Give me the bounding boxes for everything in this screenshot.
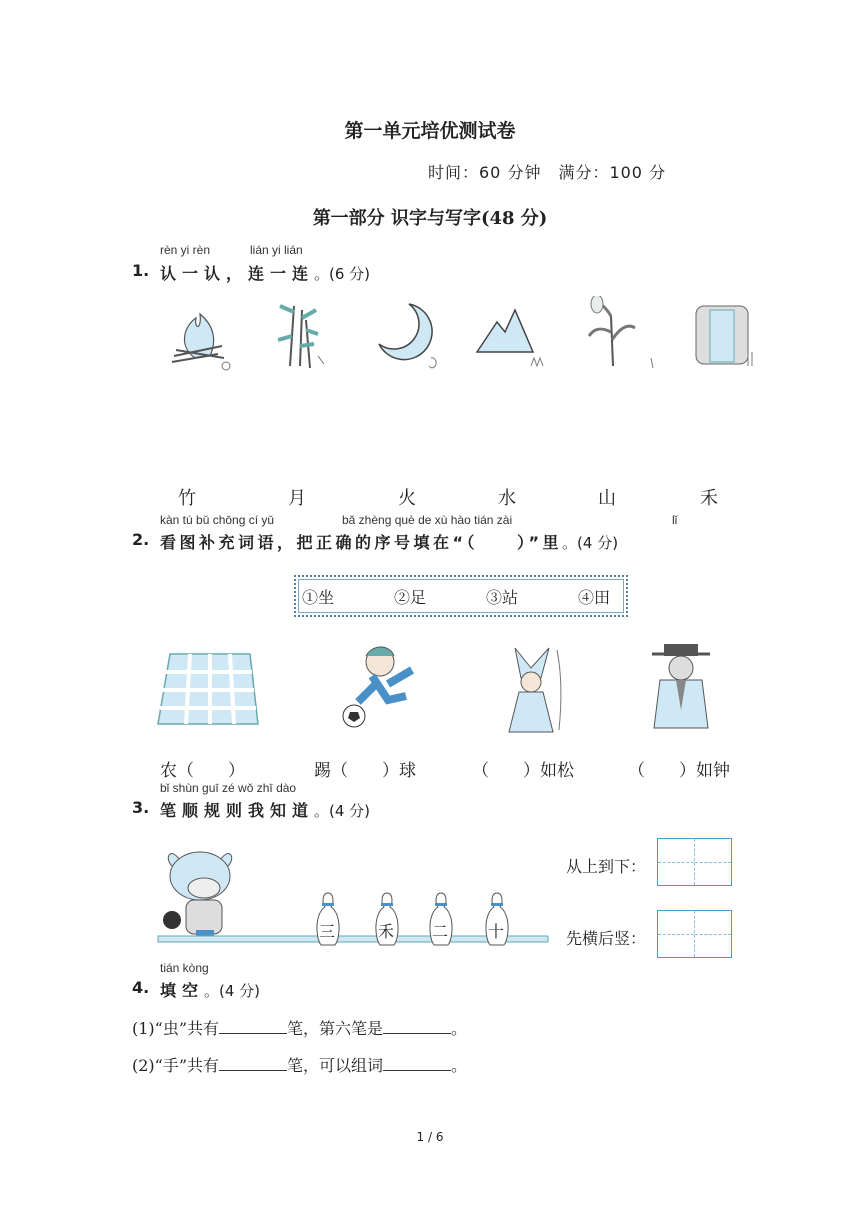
q4-pinyin: tián kòng [160, 961, 209, 975]
answer-blank[interactable] [383, 1056, 451, 1071]
q2-fill: 农（ ） [160, 761, 245, 781]
bamboo-icon [278, 306, 324, 368]
q3-pinyin: bǐ shùn guī zé wǒ zhī dào [160, 781, 297, 795]
q3-number: 3. [132, 798, 150, 817]
q4-prompt [160, 978, 260, 1001]
q4-line1-text-a: (1)“虫”共有 [132, 1019, 220, 1038]
answer-blank[interactable] [383, 1019, 451, 1034]
q4-score: 。(4 分) [204, 982, 261, 1000]
q1-char: 火 [398, 488, 416, 509]
q4-line2-text-c: 。 [451, 1056, 468, 1075]
answer-blank[interactable] [219, 1056, 287, 1071]
q3-score: 。(4 分) [314, 802, 371, 820]
q2-pinyin-a: kàn tú bǔ chōng cí yǔ [160, 513, 275, 527]
waterfall-icon [696, 306, 752, 366]
stroke-order-label-top: 从上到下： [566, 857, 647, 876]
q1-char: 山 [598, 488, 616, 509]
q2-option: ②足 [394, 588, 427, 607]
q1-text: 认一认，连一连 [160, 264, 315, 283]
q2-option: ④田 [578, 588, 611, 607]
q1-char: 月 [288, 488, 306, 509]
q2-prompt [160, 530, 618, 553]
q2-number: 2. [132, 530, 150, 549]
q4-line-2 [132, 1053, 467, 1076]
bowling-pin [372, 891, 402, 951]
q1-picture-row [160, 296, 760, 376]
q3-text: 笔顺规则我知道 [160, 801, 315, 820]
q1-prompt [160, 261, 370, 284]
q1-char: 竹 [178, 488, 196, 509]
q1-score: 。(6 分) [314, 265, 371, 283]
opera-figure-icon [509, 648, 561, 732]
bowling-pin [482, 891, 512, 951]
q2-pinyin-b: bǎ zhèng què de xù hào tián zài [342, 513, 513, 527]
moon-icon [379, 304, 436, 368]
bowling-pin [426, 891, 456, 951]
q2-option: ①坐 [302, 588, 335, 607]
q4-number: 4. [132, 978, 150, 997]
q4-line2-text-b: 笔，可以组词 [287, 1056, 384, 1075]
page-title: 第一单元培优测试卷 [344, 120, 516, 142]
q4-text: 填空 [160, 981, 205, 1000]
page-number: 1 / 6 [416, 1130, 444, 1144]
grain-icon [589, 296, 653, 368]
pin-char: 三 [319, 922, 336, 941]
q4-line-1 [132, 1016, 467, 1039]
q1-pinyin-b: lián yi lián [250, 243, 303, 257]
pin-char: 十 [488, 922, 505, 941]
q2-fill: （ ）如钟 [628, 761, 730, 781]
q4-line1-text-b: 笔，第六笔是 [287, 1019, 384, 1038]
q1-pinyin-a: rèn yi rèn [160, 243, 211, 257]
cow-mascot-icon [163, 852, 232, 942]
q2-text: 看图补充词语，把正确的序号填在“（ ）”里 [160, 533, 563, 552]
q2-fill: （ ）如松 [472, 761, 574, 781]
seated-judge-icon [652, 644, 710, 728]
writing-grid-bottom[interactable] [657, 910, 732, 958]
q2-picture-row [156, 640, 746, 740]
q2-fill: 踢（ ）球 [314, 761, 416, 781]
part-heading: 第一部分 识字与写字(48 分) [312, 208, 548, 229]
q4-line2-text-a: (2)“手”共有 [132, 1056, 220, 1075]
q2-score: 。(4 分) [562, 534, 619, 552]
time-score-info: 时间：60 分钟 满分：100 分 [428, 163, 667, 182]
q2-pinyin-c: lǐ [672, 513, 678, 527]
q2-option: ③站 [486, 588, 519, 607]
mountain-icon [477, 310, 543, 366]
q1-char: 禾 [700, 488, 718, 509]
q4-line1-text-c: 。 [451, 1019, 468, 1038]
pin-char: 二 [432, 922, 449, 941]
field-icon [158, 654, 258, 724]
writing-grid-top[interactable] [657, 838, 732, 886]
fire-icon [172, 314, 230, 370]
q3-prompt [160, 798, 370, 821]
bowling-pin [313, 891, 343, 951]
q1-number: 1. [132, 261, 150, 280]
answer-blank[interactable] [219, 1019, 287, 1034]
soccer-boy-icon [343, 647, 412, 727]
stroke-order-label-bottom: 先横后竖： [566, 929, 647, 948]
pin-char: 禾 [378, 922, 395, 941]
q1-char: 水 [498, 488, 516, 509]
